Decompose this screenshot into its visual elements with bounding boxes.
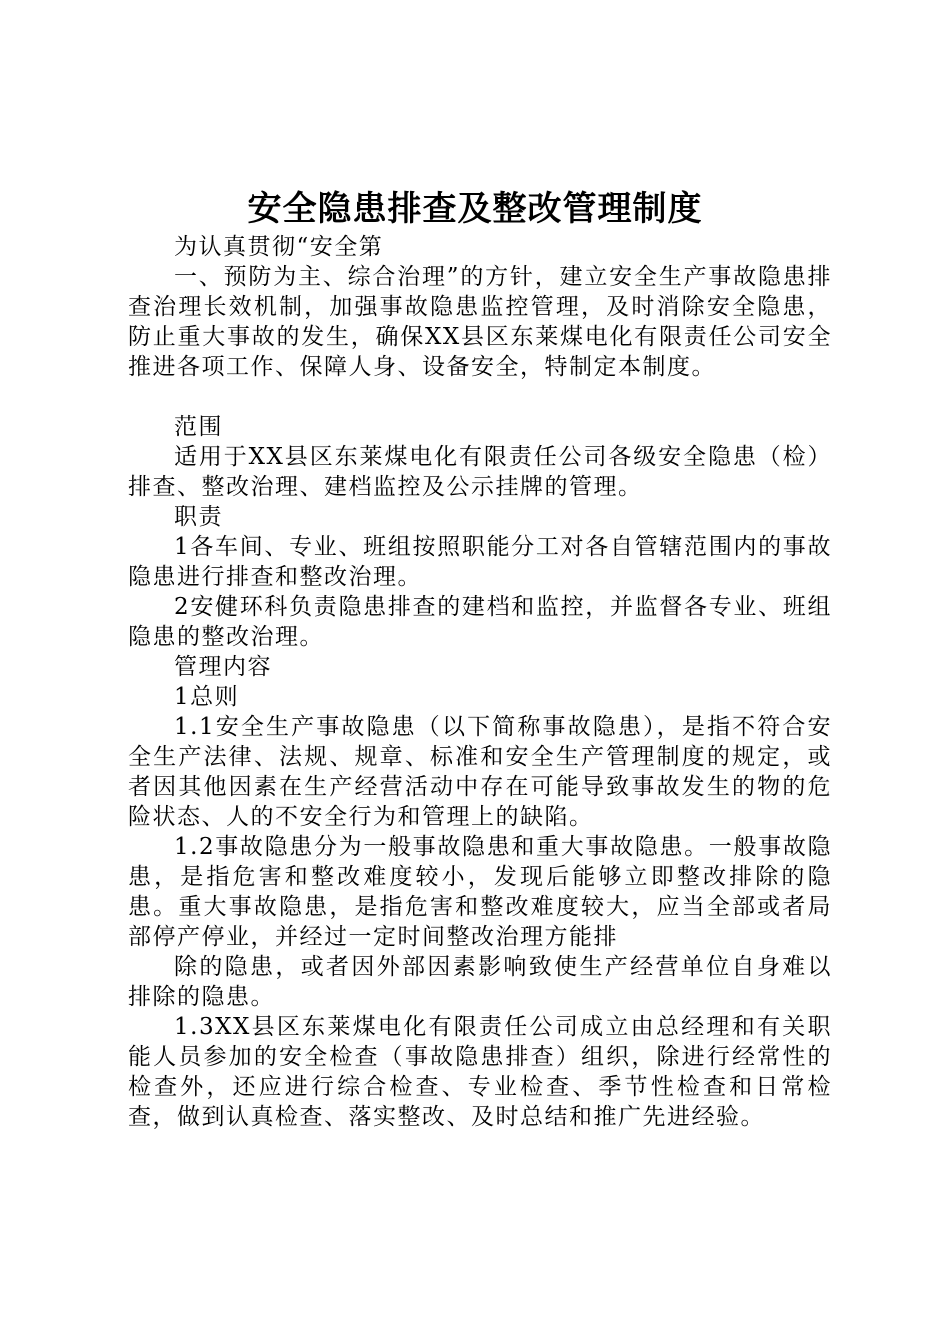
document-title: 安全隐患排查及整改管理制度 bbox=[247, 189, 703, 229]
paragraph-1-1: 1.1安全生产事故隐患（以下简称事故隐患），是指不符合安全生产法律、法规、规章、标准和安全生产管理制度的规定，或者因其他因素在生产经营活动中存在可能导致事故发生的物的危险状态、人的不安全行为和管理上的缺陷。 bbox=[128, 714, 832, 830]
section-heading-duties: 职责 bbox=[174, 504, 223, 530]
paragraph-1-2-continued: 除的隐患，或者因外部因素影响致使生产经营单位自身难以排除的隐患。 bbox=[128, 954, 832, 1010]
paragraph-1-3: 1.3XX县区东莱煤电化有限责任公司成立由总经理和有关职能人员参加的安全检查（事故隐患排查）组织，除进行经常性的检查外，还应进行综合检查、专业检查、季节性检查和日常检查，做到认真检查、落实整改、及时总结和推广先进经验。 bbox=[128, 1014, 832, 1130]
paragraph-scope: 适用于XX县区东莱煤电化有限责任公司各级安全隐患（检）排查、整改治理、建档监控及公示挂牌的管理。 bbox=[128, 444, 832, 500]
paragraph-duty-1: 1各车间、专业、班组按照职能分工对各自管辖范围内的事故隐患进行排查和整改治理。 bbox=[128, 534, 832, 590]
paragraph-intro: 一、预防为主、综合治理”的方针，建立安全生产事故隐患排查治理长效机制，加强事故隐患监控管理，及时消除安全隐患，防止重大事故的发生，确保XX县区东莱煤电化有限责任公司安全推进各项工作、保障人身、设备安全，特制定本制度。 bbox=[128, 264, 832, 380]
section-heading-general: 1总则 bbox=[174, 684, 240, 710]
document-body bbox=[128, 232, 832, 1132]
paragraph-duty-2: 2安健环科负责隐患排查的建档和监控，并监督各专业、班组隐患的整改治理。 bbox=[128, 594, 832, 650]
section-heading-scope: 范围 bbox=[174, 414, 223, 440]
section-heading-management: 管理内容 bbox=[174, 654, 272, 680]
paragraph-1-2: 1.2事故隐患分为一般事故隐患和重大事故隐患。一般事故隐患，是指危害和整改难度较小，发现后能够立即整改排除的隐患。重大事故隐患，是指危害和整改难度较大，应当全部或者局部停产停业，并经过一定时间整改治理方能排 bbox=[128, 834, 832, 950]
paragraph-intro-start: 为认真贯彻“安全第 bbox=[174, 234, 384, 260]
